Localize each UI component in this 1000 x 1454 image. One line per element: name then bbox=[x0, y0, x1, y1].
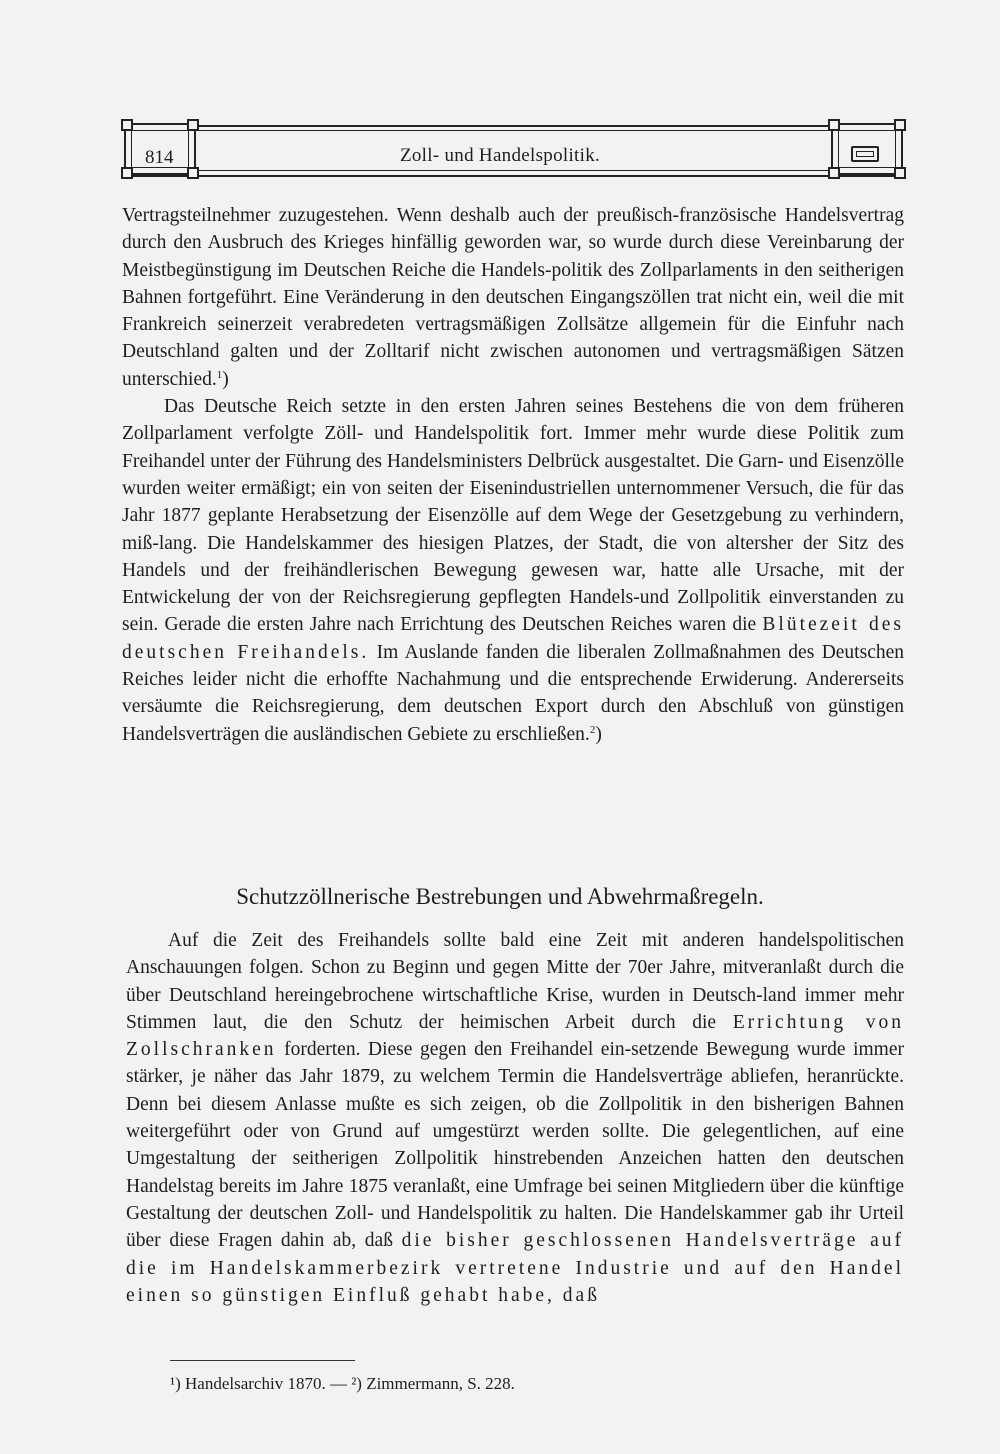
footnote-ref: 1 bbox=[216, 368, 223, 381]
emphasized-text: Errichtung von Zollschranken bbox=[126, 1011, 905, 1061]
paragraph: Das Deutsche Reich setzte in den ersten Jahren seines Bestehens die von dem früheren Zollparlament verfolgte Zöll- und Handelspolitik fort. Immer mehr wurde diese Politik zum Freihandel unter der Führung des Handelsministers Delbrück ausgestaltet. Die Garn- und Eisenzölle wurden weiter ermäßigt; ein von seiten der Eisenindustriellen unternommener Versuch, die für das Jahr 1877 geplante Herabsetzung der Eisenzölle auf dem Wege der Gesetzgebung zu verhindern, miß-lang. Die Handelskammer des hiesigen Platzes, der Stadt, die von altersher der Sitz des Handels und der freihändlerischen Bewegung gewesen war, hatte alle Ursache, mit der Entwickelung der von der Reichsregierung gepflegten Handels-und Zollpolitik einverstanden zu sein. Gerade die ersten Jahre nach Errichtung des Deutschen Reiches waren die Blütezeit des deutschen Freihandels. Im Auslande fanden die liberalen Zollmaßnahmen des Deutschen Reiches leider nicht die erhoffte Nachahmung und die entsprechende Erwiderung. Andererseits versäumte die Reichsregierung, dem deutschen Export durch den Abschluß von günstigen Handelsverträgen die ausländischen Gebiete zu erschließen.$^2$) bbox=[122, 396, 905, 745]
footnotes: ¹) Handelsarchiv 1870. — ²) Zimmermann, S. 228. bbox=[170, 1374, 515, 1393]
paragraph: Auf die Zeit des Freihandels sollte bald eine Zeit mit anderen handelspolitischen Anschauungen folgen. Schon zu Beginn und gegen Mitte der 70er Jahre, mitveranlaßt durch die über Deutschland hereingebrochene wirtschaftliche Krise, wurden in Deutsch-land immer mehr Stimmen laut, die den Schutz der heimischen Arbeit durch die Errichtung von Zollschranken forderten. Diese gegen den Freihandel ein-setzende Bewegung wurde immer stärker, je näher das Jahr 1879, zu welchem Termin die Handelsverträge abliefen, heranrückte. Denn bei diesem Anlasse mußte es sich zeigen, ob die Zollpolitik in den bisherigen Bahnen weitergeführt oder von Grund auf umgestürzt werden sollte. Die gelegentlichen, auf eine Umgestaltung der seitherigen Zollpolitik hinstrebenden Anzeichen hatten den deutschen Handelstag bereits im Jahre 1875 veranlaßt, eine Umfrage bei seinen Mitgliedern über die künftige Gestaltung der deutschen Zoll- und Handelspolitik zu halten. Die Handelskammer gab ihr Urteil über diese Fragen dahin ab, daß die bisher geschlossenen Handelsverträge auf die im Handelskammerbezirk vertretene Industrie und auf den Handel einen so günstigen Einfluß gehabt habe, daß bbox=[126, 930, 905, 1306]
ornament-icon bbox=[851, 146, 879, 162]
footnote-divider bbox=[170, 1360, 355, 1361]
body-text bbox=[122, 202, 904, 748]
page-number: 814 bbox=[145, 147, 174, 168]
section-body bbox=[126, 927, 904, 1309]
footnote-ref: 2 bbox=[589, 723, 596, 736]
emphasized-text: Blütezeit des deutschen Freihandels. bbox=[122, 614, 904, 663]
paragraph: Vertragsteilnehmer zuzugestehen. Wenn deshalb auch der preußisch-französische Handelsvertrag durch den Ausbruch des Krieges hinfällig geworden war, so wurde durch diese Vereinbarung der Meistbegünstigung im Deutschen Reiche die Handels-politik des Zollparlaments in den seitherigen Bahnen fortgeführt. Eine Veränderung in den deutschen Eingangszöllen trat nicht ein, weil die mit Frankreich seinerzeit verabredeten vertragsmäßigen Zollsätze allgemein für die Einfuhr nach Deutschland galten und der Zolltarif nicht zwischen autonomen und vertragsmäßigen Sätzen unterschied.$^1$) bbox=[122, 205, 904, 390]
emphasized-text: die bisher geschlossenen Handelsverträge auf die im Handelskammerbezirk vertretene Industrie und auf den Handel einen so günstigen Einfluß gehabt habe, daß bbox=[126, 1230, 905, 1306]
section-heading: Schutzzöllnerische Bestrebungen und Abwehrmaßregeln. bbox=[236, 884, 764, 909]
running-title: Zoll- und Handelspolitik. bbox=[399, 145, 601, 166]
